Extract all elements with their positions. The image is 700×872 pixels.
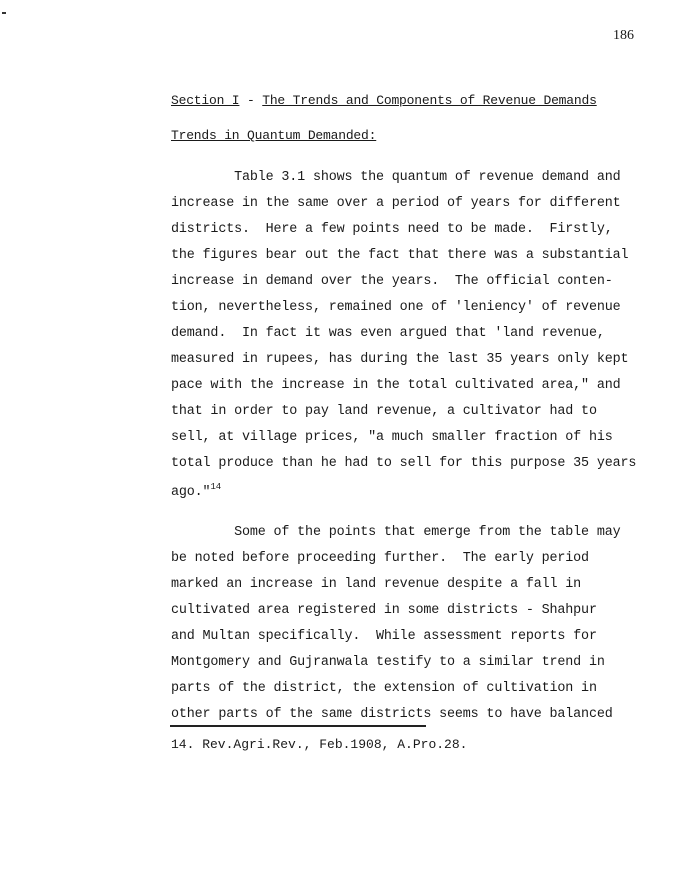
paragraph-line: that in order to pay land revenue, a cultivator had to [171,404,597,419]
paragraph-line: be noted before proceeding further. The early period [171,551,589,566]
paragraph-line: tion, nevertheless, remained one of 'leniency' of revenue [171,300,621,315]
paragraph-line: total produce than he had to sell for this purpose 35 years [171,456,637,471]
paragraph-line: sell, at village prices, "a much smaller fraction of his [171,430,613,445]
section-heading-title: The Trends and Components of Revenue Demands [262,93,597,108]
paragraph-line: the figures bear out the fact that there was a substantial [171,248,629,263]
paragraph-line: measured in rupees, has during the last 35 years only kept [171,352,629,367]
paragraph-line: Table 3.1 shows the quantum of revenue demand and [171,170,621,185]
paragraph-line: Montgomery and Gujranwala testify to a similar trend in [171,655,605,670]
paragraph-line: increase in demand over the years. The official conten- [171,274,613,289]
paragraph-line: other parts of the same districts seems to have balanced [171,707,613,722]
footnote-divider [170,725,426,727]
paragraph-line: and Multan specifically. While assessment reports for [171,629,597,644]
paragraph-line: pace with the increase in the total cultivated area," and [171,378,621,393]
footnote-ref: 14 [210,482,221,492]
paragraph-line: cultivated area registered in some districts - Shahpur [171,603,597,618]
paragraph-line-text: ago." [171,485,211,500]
paragraph-line: parts of the district, the extension of cultivation in [171,681,597,696]
margin-mark [2,12,6,14]
subheading: Trends in Quantum Demanded: [171,128,377,143]
section-heading [171,93,597,108]
section-heading-prefix: Section I [171,93,240,108]
paragraph-line-last [171,482,221,500]
paragraph-line: districts. Here a few points need to be made. Firstly, [171,222,613,237]
paragraph-line: demand. In fact it was even argued that 'land revenue, [171,326,605,341]
section-heading-separator: - [239,93,263,108]
paragraph-line: Some of the points that emerge from the table may [171,525,621,540]
paragraph-line: marked an increase in land revenue despite a fall in [171,577,582,592]
paragraph-line: increase in the same over a period of years for different [171,196,621,211]
footnote: 14. Rev.Agri.Rev., Feb.1908, A.Pro.28. [171,737,468,752]
page-number: 186 [613,28,634,43]
